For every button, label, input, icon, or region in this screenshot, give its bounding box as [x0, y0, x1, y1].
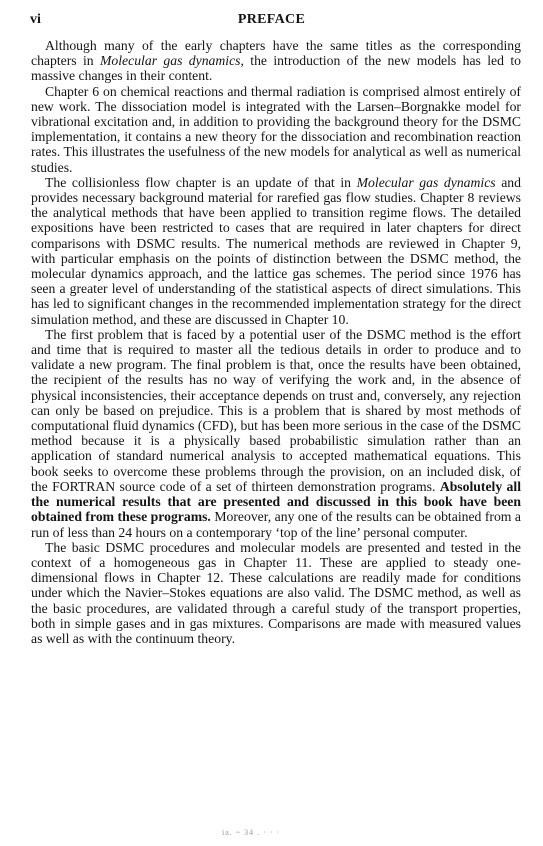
text-segment: and provides necessary background material for rarefied gas flow studies. Chapter 8 reviews the analytical methods that have been applied to transition regime flows. The detailed expositions have been restricted to cases that are required in later chapters for direct comparisons with DSMC results. The numerical methods are reviewed in Chapter 9, with particular emphasis on the points of distinction between the DSMC method, the molecular dynamics approach, and the lattice gas schemes. The period since 1976 has seen a greater level of understanding of the statistical aspects of direct simulations. This has led to significant changes in the recommended implementation strategy for the direct simulation method, and these are discussed in Chapter 10. [31, 174, 521, 327]
paragraph [31, 327, 521, 540]
text-segment: Moreover, any one of the results can be obtained from a run of less than 24 hours on a contemporary ‘top of the line’ personal computer. [31, 509, 522, 540]
paragraph [31, 38, 521, 84]
text-segment: , the introduction of the new models has led to massive changes in their content. [31, 53, 521, 84]
emphasis-bold: Absolutely all the numerical results that are presented and discussed in this book have been obtained from these programs. [31, 478, 522, 525]
paragraph [31, 540, 521, 646]
text-segment: The basic DSMC procedures and molecular models are presented and tested in the context of a homogeneous gas in Chapter 11. These are applied to steady one-dimensional flows in Chapter 12. These calculations are readily made for conditions under which the Navier–Stokes equations are also valid. The DSMC method, as well as the basic procedures, are validated through a careful study of the transport properties, both in simple gases and in gas mixtures. Comparisons are made with measured values as well as with the continuum theory. [31, 539, 521, 646]
text-segment: Chapter 6 on chemical reactions and thermal radiation is comprised almost entirely of new work. The dissociation model is integrated with the Larsen–Borgnakke model for vibrational excitation and, in addition to providing the background theory for the DSMC implementation, it contains a new theory for the dissociation and recombination reaction rates. This illustrates the usefulness of the new models for analytical as well as numerical studies. [31, 83, 521, 175]
page-number: vi [30, 12, 41, 27]
book-title-italic: Molecular gas dynamics [100, 53, 241, 69]
paragraph [31, 175, 521, 327]
book-title-italic: Molecular gas dynamics [356, 174, 496, 190]
text-segment: Although many of the early chapters have the same titles as the corresponding chapters in [31, 38, 521, 69]
text-segment: The collisionless flow chapter is an update of that in [45, 174, 357, 190]
scan-artifact: ia. ~ 34 . · · · [222, 828, 281, 837]
text-segment: The first problem that is faced by a potential user of the DSMC method is the effort and time that is required to master all the tedious details in order to produce and to validate a new program. The final problem is that, once the results have been obtained, the recipient of the results has no way of verifying the work and, in the absence of physical inconsistencies, their acceptance depends on trust and, conversely, any rejection can only be based on prejudice. This is a problem that is shared by most methods of computational fluid dynamics (CFD), but has been more serious in the case of the DSMC method because it is a physically based probabilistic simulation rather than an application of standard numerical analysis to accepted mathematical equations. This book seeks to overcome these problems through the provision, on an included disk, of the FORTRAN source code of a set of thirteen demonstration programs. [31, 326, 521, 494]
running-title: PREFACE [237, 12, 306, 27]
paragraph [31, 84, 521, 175]
page-header [30, 10, 513, 30]
preface-body [31, 38, 521, 646]
